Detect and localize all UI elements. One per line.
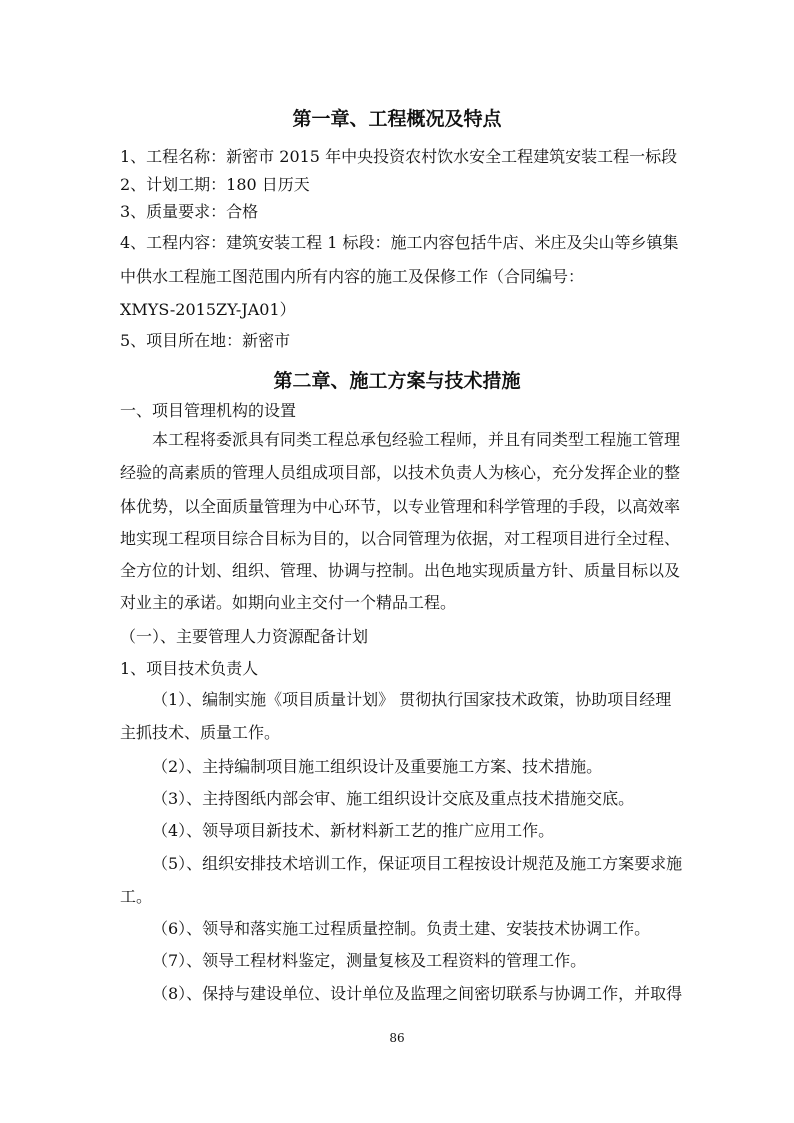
paragraph-line-1: 本工程将委派具有同类工程总承包经验工程师，并且有同类型工程施工管理 bbox=[152, 430, 681, 449]
duty-line-7: （7）、领导工程材料鉴定，测量复核及工程资料的管理工作。 bbox=[152, 951, 587, 970]
page-number: 86 bbox=[389, 1031, 405, 1045]
chapter2-title: 第二章、施工方案与技术措施 bbox=[273, 370, 521, 392]
section1-heading: 一、项目管理机构的设置 bbox=[120, 401, 297, 420]
content-line-1: 4、工程内容：建筑安装工程 1 标段：施工内容包括牛店、米庄及尖山等乡镇集 bbox=[120, 233, 679, 252]
content-line-2: 中供水工程施工图范围内所有内容的施工及保修工作（合同编号： bbox=[120, 267, 585, 286]
paragraph-line-5: 全方位的计划、组织、管理、协调与控制。出色地实现质量方针、质量目标以及 bbox=[120, 561, 681, 580]
duty-line-5: （5）、组织安排技术培训工作，保证项目工程按设计规范及施工方案要求施 bbox=[152, 854, 683, 873]
contract-number-line: XMYS-2015ZY-JA01） bbox=[120, 300, 296, 319]
duty-line-2: （2）、主持编制项目施工组织设计及重要施工方案、技术措施。 bbox=[152, 757, 603, 776]
duty-line-4: （4）、领导项目新技术、新材料新工艺的推广应用工作。 bbox=[152, 821, 555, 840]
paragraph-line-2: 经验的高素质的管理人员组成项目部，以技术负责人为核心，充分发挥企业的整 bbox=[120, 463, 681, 482]
quality-line: 3、质量要求：合格 bbox=[120, 202, 259, 221]
duty-line-8: （8）、保持与建设单位、设计单位及监理之间密切联系与协调工作，并取得 bbox=[152, 984, 683, 1003]
project-name-line: 1、工程名称：新密市 2015 年中央投资农村饮水安全工程建筑安装工程一标段 bbox=[120, 147, 678, 166]
item1-heading: 1、项目技术负责人 bbox=[120, 659, 259, 678]
location-line: 5、项目所在地：新密市 bbox=[120, 331, 291, 350]
schedule-line: 2、计划工期：180 日历天 bbox=[120, 175, 310, 194]
duty-line-6: （6）、领导和落实施工过程质量控制。负责土建、安装技术协调工作。 bbox=[152, 919, 651, 938]
duty-line-3: （3）、主持图纸内部会审、施工组织设计交底及重点技术措施交底。 bbox=[152, 789, 635, 808]
subsection-heading: （一）、主要管理人力资源配备计划 bbox=[120, 627, 369, 646]
paragraph-line-3: 体优势，以全面质量管理为中心环节，以专业管理和科学管理的手段，以高效率 bbox=[120, 497, 681, 516]
paragraph-line-6: 对业主的承诺。如期向业主交付一个精品工程。 bbox=[120, 593, 457, 612]
duty-line-5-cont: 工。 bbox=[120, 887, 153, 906]
duty-line-1: （1）、编制实施《项目质量计划》 贯彻执行国家技术政策，协助项目经理 bbox=[152, 690, 672, 709]
duty-line-1-cont: 主抓技术、质量工作。 bbox=[120, 723, 281, 742]
paragraph-line-4: 地实现工程项目综合目标为目的，以合同管理为依据，对工程项目进行全过程、 bbox=[120, 529, 681, 548]
chapter1-title: 第一章、工程概况及特点 bbox=[292, 108, 502, 130]
